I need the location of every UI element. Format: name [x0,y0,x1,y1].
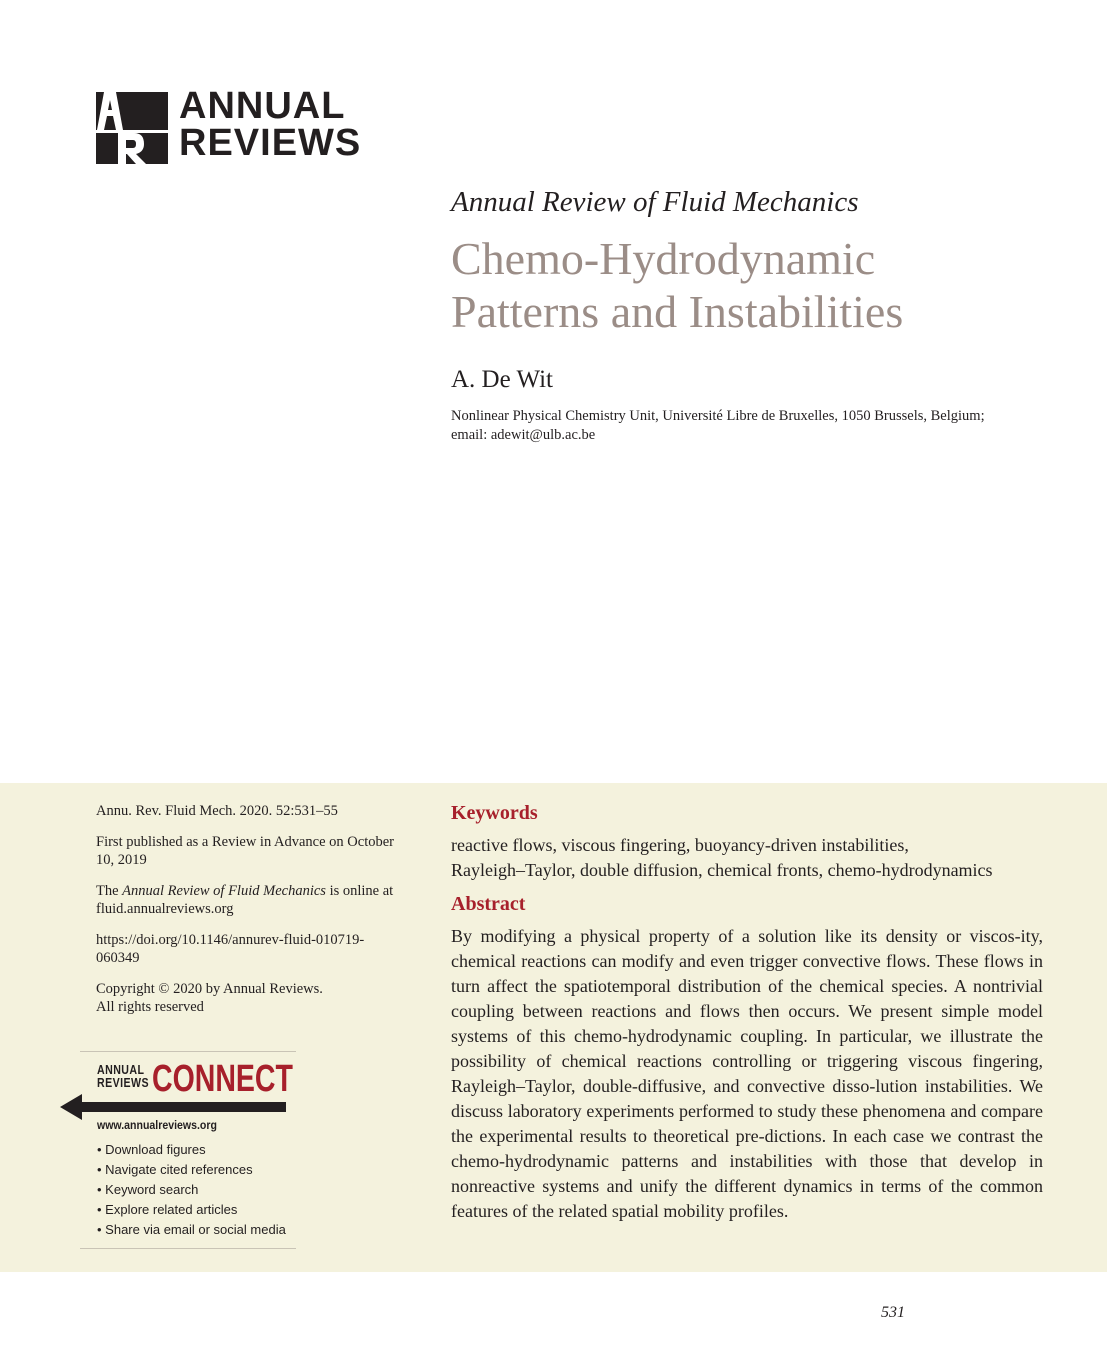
page-number: 531 [881,1304,905,1321]
list-item: • Explore related articles [97,1200,286,1220]
connect-small-logo [97,1064,149,1090]
abstract-heading: Abstract [451,893,526,915]
first-published: First published as a Review in Advance on October 10, 2019 [96,834,394,868]
author-name: A. De Wit [451,366,553,393]
online-prefix: The [96,883,123,899]
connect-small-line-1: ANNUAL [97,1063,145,1077]
list-item: • Download figures [97,1140,286,1160]
connect-small-line-2: REVIEWS [97,1076,149,1090]
affiliation-line-1: Nonlinear Physical Chemistry Unit, Université Libre de Bruxelles, 1050 Brussels, Belgium; [451,408,985,424]
annual-reviews-connect-box[interactable] [80,1051,296,1249]
keywords-line-1: reactive flows, viscous fingering, buoyancy-driven instabilities, [451,835,909,855]
journal-name: Annual Review of Fluid Mechanics [451,186,859,218]
annual-reviews-logo [96,85,376,166]
logo-line-annual: ANNUAL [179,85,346,127]
main-front-matter [451,802,1043,1224]
list-item: • Keyword search [97,1180,286,1200]
title-line-2: Patterns and Instabilities [451,286,904,337]
ar-logo-mark-icon [96,92,168,164]
copyright [96,980,406,1016]
keywords-list [451,833,1043,883]
article-title [451,232,1071,338]
abstract-text: By modifying a physical property of a solution like its density or viscos-ity, chemical reactions can modify and even trigger convective flows. These flows in turn affect the spatiotemporal distribution of the chemical species. A nontrivial coupling between reactions and flows then occurs. We present simple model systems of this chemo-hydrodynamic coupling. In particular, we illustrate the possibility of chemical reactions controlling or triggering viscous fingering, Rayleigh–Taylor, double-diffusive, and convective disso-lution instabilities. We discuss laboratory experiments performed to study these phenomena and compare the experimental results to theoretical pre-dictions. In each case we contrast the chemo-hydrodynamic patterns and instabilities with those that develop in nonreactive systems and unify the different dynamics in terms of the common features of the related spatial mobility profiles. [451,926,1043,1221]
copyright-line-2: All rights reserved [96,999,204,1015]
keywords-heading: Keywords [451,802,538,824]
citation: Annu. Rev. Fluid Mech. 2020. 52:531–55 [96,803,338,819]
list-item: • Share via email or social media [97,1220,286,1240]
author-affiliation [451,407,1091,445]
online-note [96,882,406,918]
doi-link[interactable]: https://doi.org/10.1146/annurev-fluid-010719-060349 [96,932,365,966]
title-line-1: Chemo-Hydrodynamic [451,233,876,284]
connect-brand: CONNECT [152,1058,293,1100]
connect-url[interactable]: www.annualreviews.org [97,1118,217,1132]
keywords-line-2: Rayleigh–Taylor, double diffusion, chemical fronts, chemo-hydrodynamics [451,860,993,880]
connect-feature-list [97,1140,286,1240]
article-sidebar [96,802,406,1029]
list-item: • Navigate cited references [97,1160,286,1180]
affiliation-email[interactable]: email: adewit@ulb.ac.be [451,427,596,443]
online-journal: Annual Review of Fluid Mechanics [122,883,326,899]
logo-line-reviews: REVIEWS [179,122,362,164]
online-suffix: is online at fluid.annualreviews.org [96,883,394,917]
copyright-line-1: Copyright © 2020 by Annual Reviews. [96,981,323,997]
